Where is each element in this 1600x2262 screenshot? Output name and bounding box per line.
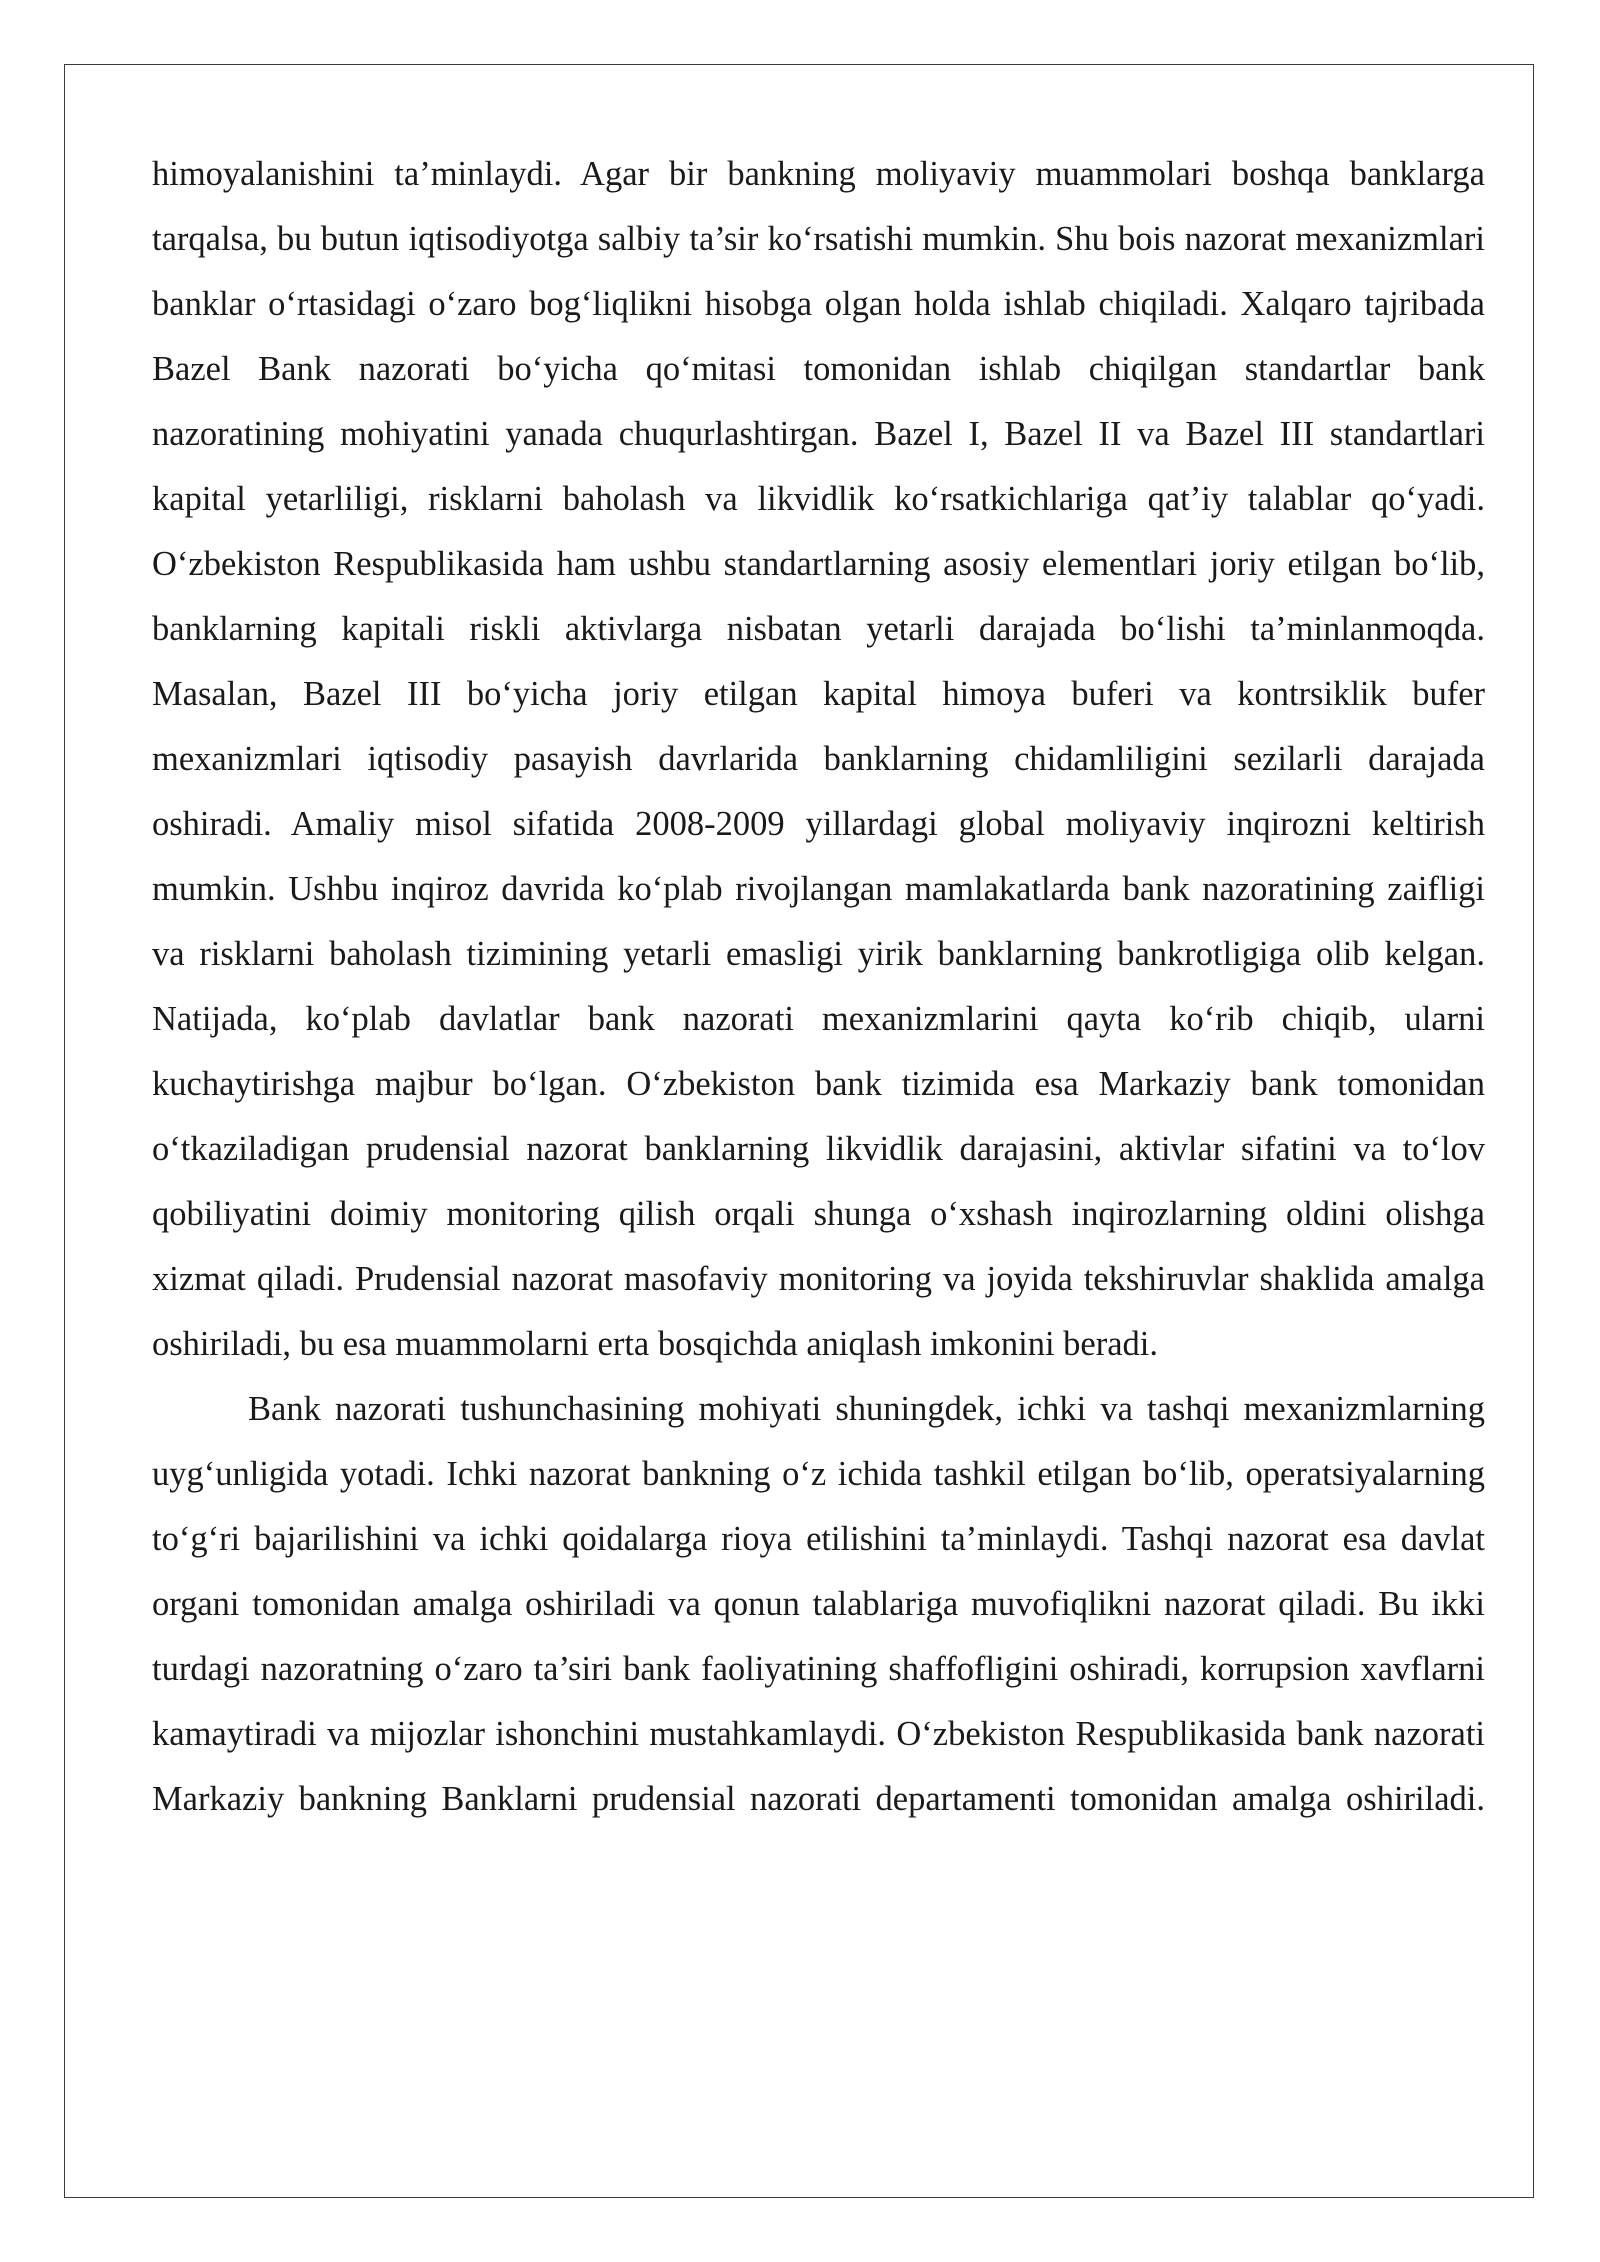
document-body bbox=[152, 142, 1485, 1832]
paragraph-2: Bank nazorati tushunchasining mohiyati shuningdek, ichki va tashqi mexanizmlarning uyg‘unligida yotadi. Ichki nazorat bankning o‘z ichida tashkil etilgan bo‘lib, operatsiyalarning to‘g‘ri bajarilishini va ichki qoidalarga rioya etilishini ta’minlaydi. Tashqi nazorat esa davlat organi tomonidan amalga oshiriladi va qonun talablariga muvofiqlikni nazorat qiladi. Bu ikki turdagi nazoratning o‘zaro ta’siri bank faoliyatining shaffofligini oshiradi, korrupsion xavflarni kamaytiradi va mijozlar ishonchini mustahkamlaydi. O‘zbekiston Respublikasida bank nazorati Markaziy bankning Banklarni prudensial nazorati departamenti tomonidan amalga oshiriladi. bbox=[152, 1390, 1485, 1818]
paragraph-1: himoyalanishini ta’minlaydi. Agar bir bankning moliyaviy muammolari boshqa banklarga tarqalsa, bu butun iqtisodiyotga salbiy ta’sir ko‘rsatishi mumkin. Shu bois nazorat mexanizmlari banklar o‘rtasidagi o‘zaro bog‘liqlikni hisobga olgan holda ishlab chiqiladi. Xalqaro tajribada Bazel Bank nazorati bo‘yicha qo‘mitasi tomonidan ishlab chiqilgan standartlar bank nazoratining mohiyatini yanada chuqurlashtirgan. Bazel I, Bazel II va Bazel III standartlari kapital yetarliligi, risklarni baholash va likvidlik ko‘rsatkichlariga qat’iy talablar qo‘yadi. O‘zbekiston Respublikasida ham ushbu standartlarning asosiy elementlari joriy etilgan bo‘lib, banklarning kapitali riskli aktivlarga nisbatan yetarli darajada bo‘lishi ta’minlanmoqda. Masalan, Bazel III bo‘yicha joriy etilgan kapital himoya buferi va kontrsiklik bufer mexanizmlari iqtisodiy pasayish davrlarida banklarning chidamliligini sezilarli darajada oshiradi. Amaliy misol sifatida 2008-2009 yillardagi global moliyaviy inqirozni keltirish mumkin. Ushbu inqiroz davrida ko‘plab rivojlangan mamlakatlarda bank nazoratining zaifligi va risklarni baholash tizimining yetarli emasligi yirik banklarning bankrotligiga olib kelgan. Natijada, ko‘plab davlatlar bank nazorati mexanizmlarini qayta ko‘rib chiqib, ularni kuchaytirishga majbur bo‘lgan. O‘zbekiston bank tizimida esa Markaziy bank tomonidan o‘tkaziladigan prudensial nazorat banklarning likvidlik darajasini, aktivlar sifatini va to‘lov qobiliyatini doimiy monitoring qilish orqali shunga o‘xshash inqirozlarning oldini olishga xizmat qiladi. Prudensial nazorat masofaviy monitoring va joyida tekshiruvlar shaklida amalga oshiriladi, bu esa muammolarni erta bosqichda aniqlash imkonini beradi. bbox=[152, 155, 1485, 1363]
